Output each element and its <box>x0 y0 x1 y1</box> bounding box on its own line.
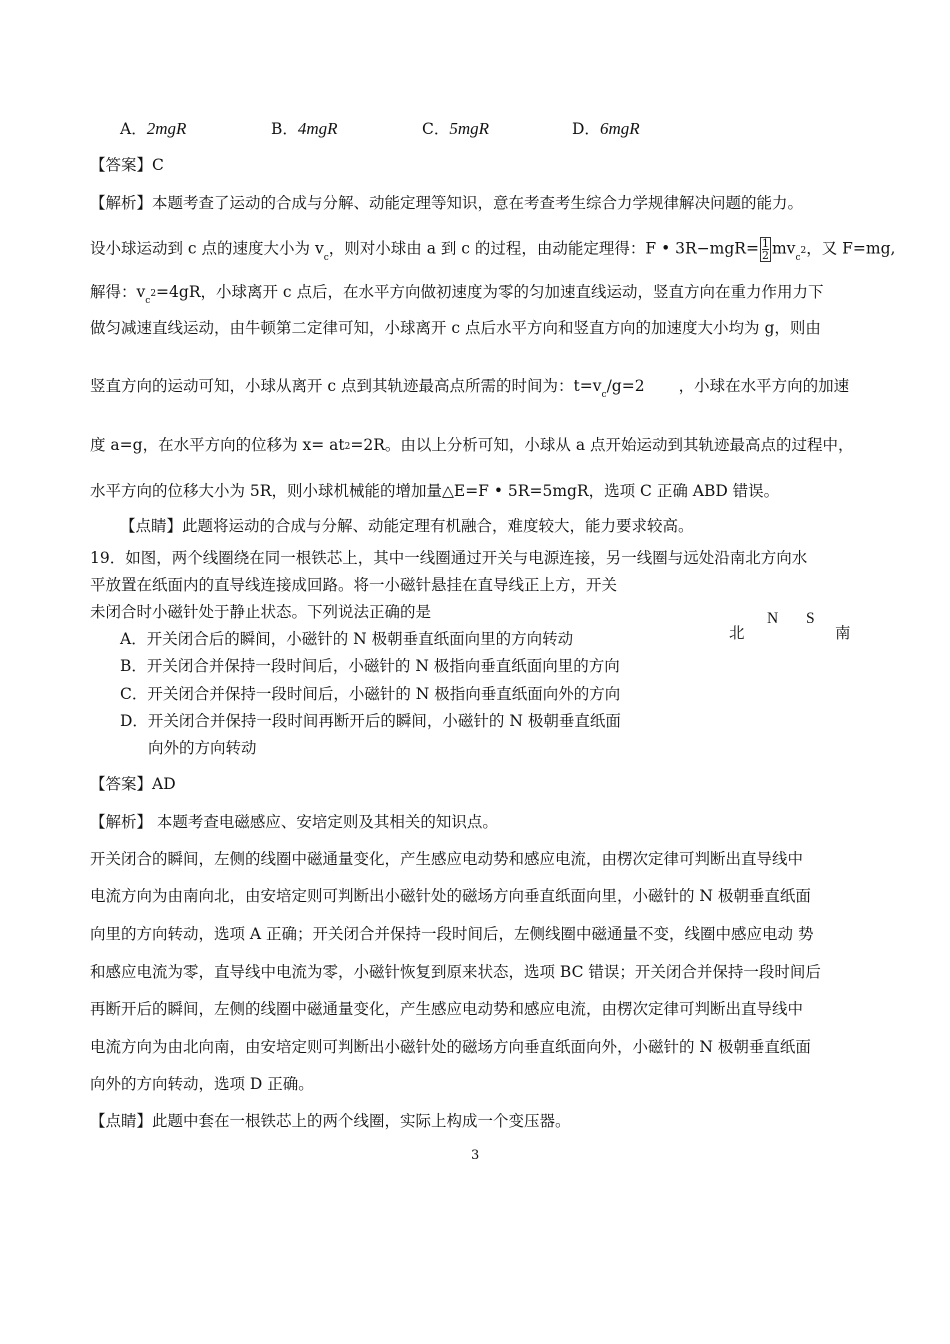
analysis-text-line: 再断开后的瞬间，左侧的线圈中磁通量变化，产生感应电动势和感应电流，由楞次定律可判断出直导线中 <box>90 1000 804 1018</box>
analysis-text-line: 解得：$v_c2=4gR$，小球离开 c 点后，在水平方向做初速度为零的匀加速直线运动，竖直方向在重力作用力下 <box>90 283 824 306</box>
analysis-text-line: 向外的方向转动，选项 D 正确。 <box>90 1075 314 1093</box>
figure-label-south: 南 <box>835 624 851 642</box>
analysis-text-line: 设小球运动到 c 点的速度大小为 $v_c$，则对小球由 a 到 c 的过程，由动能定理得：F • 3R−mgR= $\frac{1}{2}$ $mv_c2$，又 F=mg, <box>90 237 896 263</box>
comment-line: 【点睛】此题中套在一根铁芯上的两个线圈，实际上构成一个变压器。 <box>90 1112 571 1130</box>
question-stem: 平放置在纸面内的直导线连接成回路。将一小磁针悬挂在直导线正上方，开关 <box>90 576 618 594</box>
answer-line: 【答案】AD <box>90 775 176 793</box>
analysis-text-line: 做匀减速直线运动，由牛顿第二定律可知，小球离开 c 点后水平方向和竖直方向的加速度大小均为 g，则由 <box>90 319 821 337</box>
figure-label-n-pole: N <box>767 610 779 627</box>
figure-label-s-pole: S <box>806 610 815 627</box>
analysis-text-line: 水平方向的位移大小为 5R，则小球机械能的增加量△E=F • 5R=5mgR，选项 C 正确 ABD 错误。 <box>90 482 780 500</box>
answer-line: 【答案】C <box>90 156 164 174</box>
question-stem: 19．如图，两个线圈绕在同一根铁芯上，其中一线圈通过开关与电源连接，另一线圈与远处沿南北方向水 <box>90 549 808 567</box>
analysis-line: 【解析】 本题考查电磁感应、安培定则及其相关的知识点。 <box>90 813 498 831</box>
analysis-text-line: 竖直方向的运动可知，小球从离开 c 点到其轨迹最高点所需的时间为：$t=v_c/g=2$ ，小球在水平方向的加速 <box>90 377 850 400</box>
option-d: D．6mgR <box>572 119 640 138</box>
option-a: A．开关闭合后的瞬间，小磁针的 N 极朝垂直纸面向里的方向转动 <box>120 630 574 648</box>
option-c: C．5mgR <box>422 119 490 138</box>
option-d-continued: 向外的方向转动 <box>148 739 257 757</box>
analysis-text-line: 度 a=g，在水平方向的位移为 x= at2=2R。由以上分析可知，小球从 a 点开始运动到其轨迹最高点的过程中， <box>90 436 854 454</box>
analysis-text-line: 电流方向为由北向南，由安培定则可判断出小磁针处的磁场方向垂直纸面向外，小磁针的 N 极朝垂直纸面 <box>90 1038 811 1056</box>
question-stem: 未闭合时小磁针处于静止状态。下列说法正确的是 <box>90 603 432 621</box>
analysis-text-line: 向里的方向转动，选项 A 正确；开关闭合并保持一段时间后，左侧线圈中磁通量不变，线圈中感应电动 势 <box>90 925 814 943</box>
option-d: D．开关闭合并保持一段时间再断开后的瞬间，小磁针的 N 极朝垂直纸面 <box>120 712 621 730</box>
analysis-text-line: 和感应电流为零，直导线中电流为零，小磁针恢复到原来状态，选项 BC 错误；开关闭合并保持一段时间后 <box>90 963 821 981</box>
option-b: B．4mgR <box>271 119 338 138</box>
analysis-text-line: 开关闭合的瞬间，左侧的线圈中磁通量变化，产生感应电动势和感应电流，由楞次定律可判断出直导线中 <box>90 850 804 868</box>
fraction-half: $\frac{1}{2}$ <box>761 237 769 262</box>
figure-label-north: 北 <box>729 624 745 642</box>
page-number: 3 <box>471 1148 480 1163</box>
analysis-line: 【解析】本题考查了运动的合成与分解、动能定理等知识，意在考查考生综合力学规律解决问题的能力。 <box>90 194 804 212</box>
option-a: A．2mgR <box>120 119 187 138</box>
option-b: B．开关闭合并保持一段时间后，小磁针的 N 极指向垂直纸面向里的方向 <box>120 657 620 675</box>
analysis-text-line: 电流方向为由南向北，由安培定则可判断出小磁针处的磁场方向垂直纸面向里，小磁针的 N 极朝垂直纸面 <box>90 887 811 905</box>
comment-line: 【点睛】此题将运动的合成与分解、动能定理有机融合，难度较大，能力要求较高。 <box>120 517 694 535</box>
option-c: C．开关闭合并保持一段时间后，小磁针的 N 极指向垂直纸面向外的方向 <box>120 685 621 703</box>
